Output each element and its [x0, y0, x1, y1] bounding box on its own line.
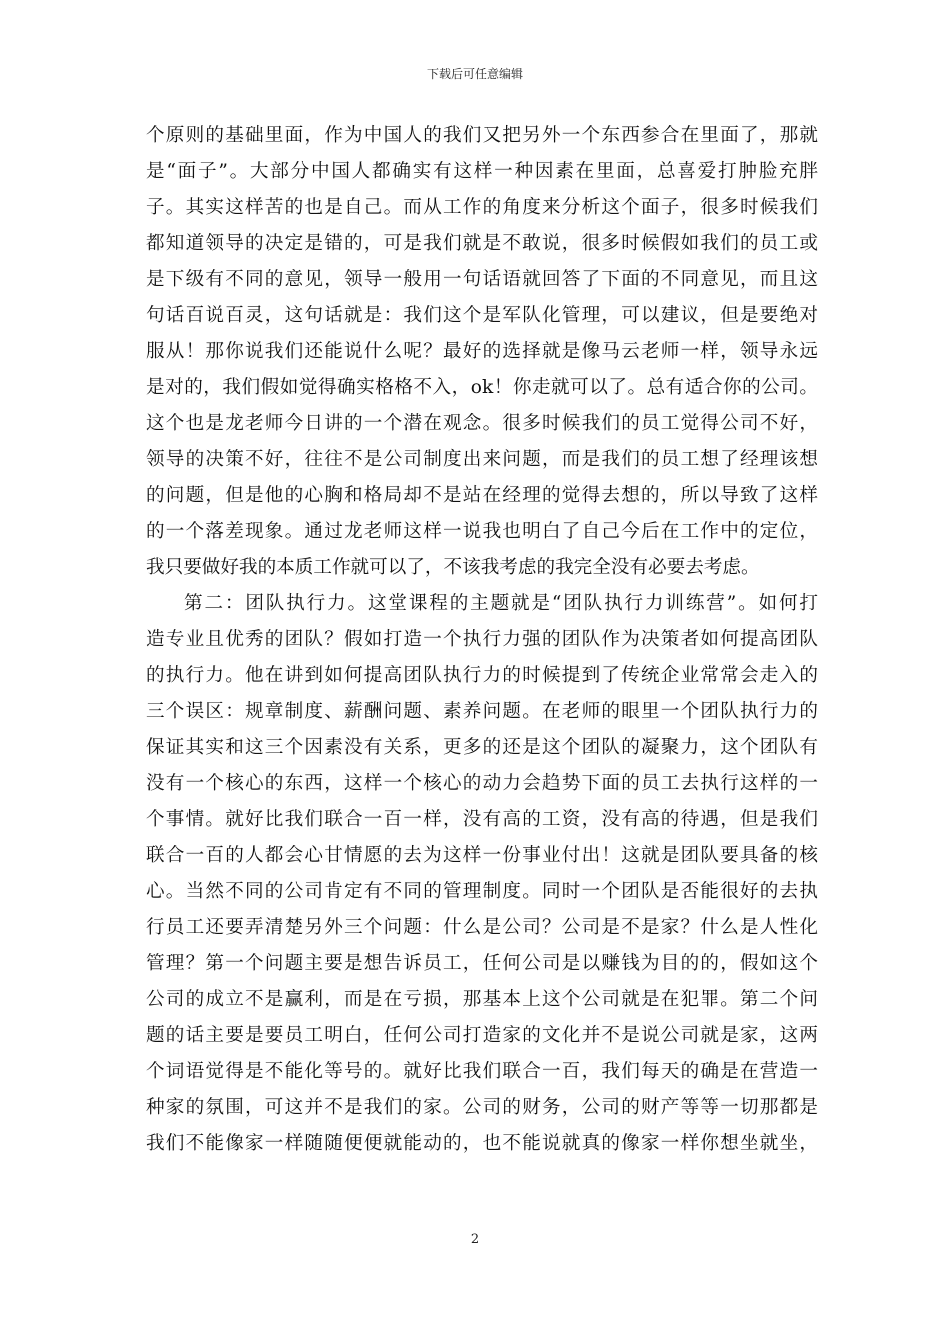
text-line: 的一个落差现象。通过龙老师这样一说我也明白了自己今后在工作中的定位， [146, 521, 818, 542]
text-line: 个词语觉得是不能化等号的。就好比我们联合一百，我们每天的确是在营造一 [146, 1061, 818, 1082]
text-line: 题的话主要是要员工明白，任何公司打造家的文化并不是说公司就是家，这两 [146, 1025, 818, 1046]
text-line: 领导的决策不好，往往不是公司制度出来问题，而是我们的员工想了经理该想 [146, 449, 818, 470]
text-line: 三个误区：规章制度、薪酬问题、素养问题。在老师的眼里一个团队执行力的 [146, 701, 818, 722]
text-line: 个事情。就好比我们联合一百一样，没有高的工资，没有高的待遇，但是我们 [146, 809, 818, 830]
paragraph-start-line: 第二：团队执行力。这堂课程的主题就是“团队执行力训练营”。如何打 [184, 593, 818, 614]
text-line: 是下级有不同的意见，领导一般用一句话语就回答了下面的不同意见，而且这 [146, 269, 818, 290]
text-line: 的执行力。他在讲到如何提高团队执行力的时候提到了传统企业常常会走入的 [146, 665, 818, 686]
text-line: 子。其实这样苦的也是自己。而从工作的角度来分析这个面子，很多时候我们 [146, 197, 818, 218]
text-line: 是对的，我们假如觉得确实格格不入，ok！你走就可以了。总有适合你的公司。 [146, 377, 818, 398]
text-line: 心。当然不同的公司肯定有不同的管理制度。同时一个团队是否能很好的去执 [146, 881, 818, 902]
text-line: 公司的成立不是赢利，而是在亏损，那基本上这个公司就是在犯罪。第二个问 [146, 989, 818, 1010]
text-line: 没有一个核心的东西，这样一个核心的动力会趋势下面的员工去执行这样的一 [146, 773, 818, 794]
page-header: 下载后可任意编辑 [426, 67, 523, 81]
paragraph-end-line: 我只要做好我的本质工作就可以了，不该我考虑的我完全没有必要去考虑。 [146, 557, 760, 578]
text-line: 管理？第一个问题主要是想告诉员工，任何公司是以赚钱为目的的，假如这个 [146, 953, 818, 974]
text-line: 这个也是龙老师今日讲的一个潜在观念。很多时候我们的员工觉得公司不好， [146, 413, 818, 434]
page-number: 2 [470, 1232, 480, 1247]
text-line: 行员工还要弄清楚另外三个问题：什么是公司？公司是不是家？什么是人性化 [146, 917, 818, 938]
text-line: 服从！那你说我们还能说什么呢？最好的选择就是像马云老师一样，领导永远 [146, 341, 818, 362]
document-body [146, 118, 818, 1162]
text-line: 保证其实和这三个因素没有关系，更多的还是这个团队的凝聚力，这个团队有 [146, 737, 818, 758]
text-line: 个原则的基础里面，作为中国人的我们又把另外一个东西参合在里面了，那就 [146, 125, 818, 146]
text-line: 造专业且优秀的团队？假如打造一个执行力强的团队作为决策者如何提高团队 [146, 629, 818, 650]
text-line: 是“面子”。大部分中国人都确实有这样一种因素在里面，总喜爱打肿脸充胖 [146, 161, 818, 182]
text-line: 的问题，但是他的心胸和格局却不是站在经理的觉得去想的，所以导致了这样 [146, 485, 818, 506]
text-line: 我们不能像家一样随随便便就能动的，也不能说就真的像家一样你想坐就坐， [146, 1133, 818, 1154]
text-line: 种家的氛围，可这并不是我们的家。公司的财务，公司的财产等等一切那都是 [146, 1097, 818, 1118]
text-line: 联合一百的人都会心甘情愿的去为这样一份事业付出！这就是团队要具备的核 [146, 845, 818, 866]
text-line: 都知道领导的决定是错的，可是我们就是不敢说，很多时候假如我们的员工或 [146, 233, 818, 254]
text-line: 句话百说百灵，这句话就是：我们这个是军队化管理，可以建议，但是要绝对 [146, 305, 818, 326]
